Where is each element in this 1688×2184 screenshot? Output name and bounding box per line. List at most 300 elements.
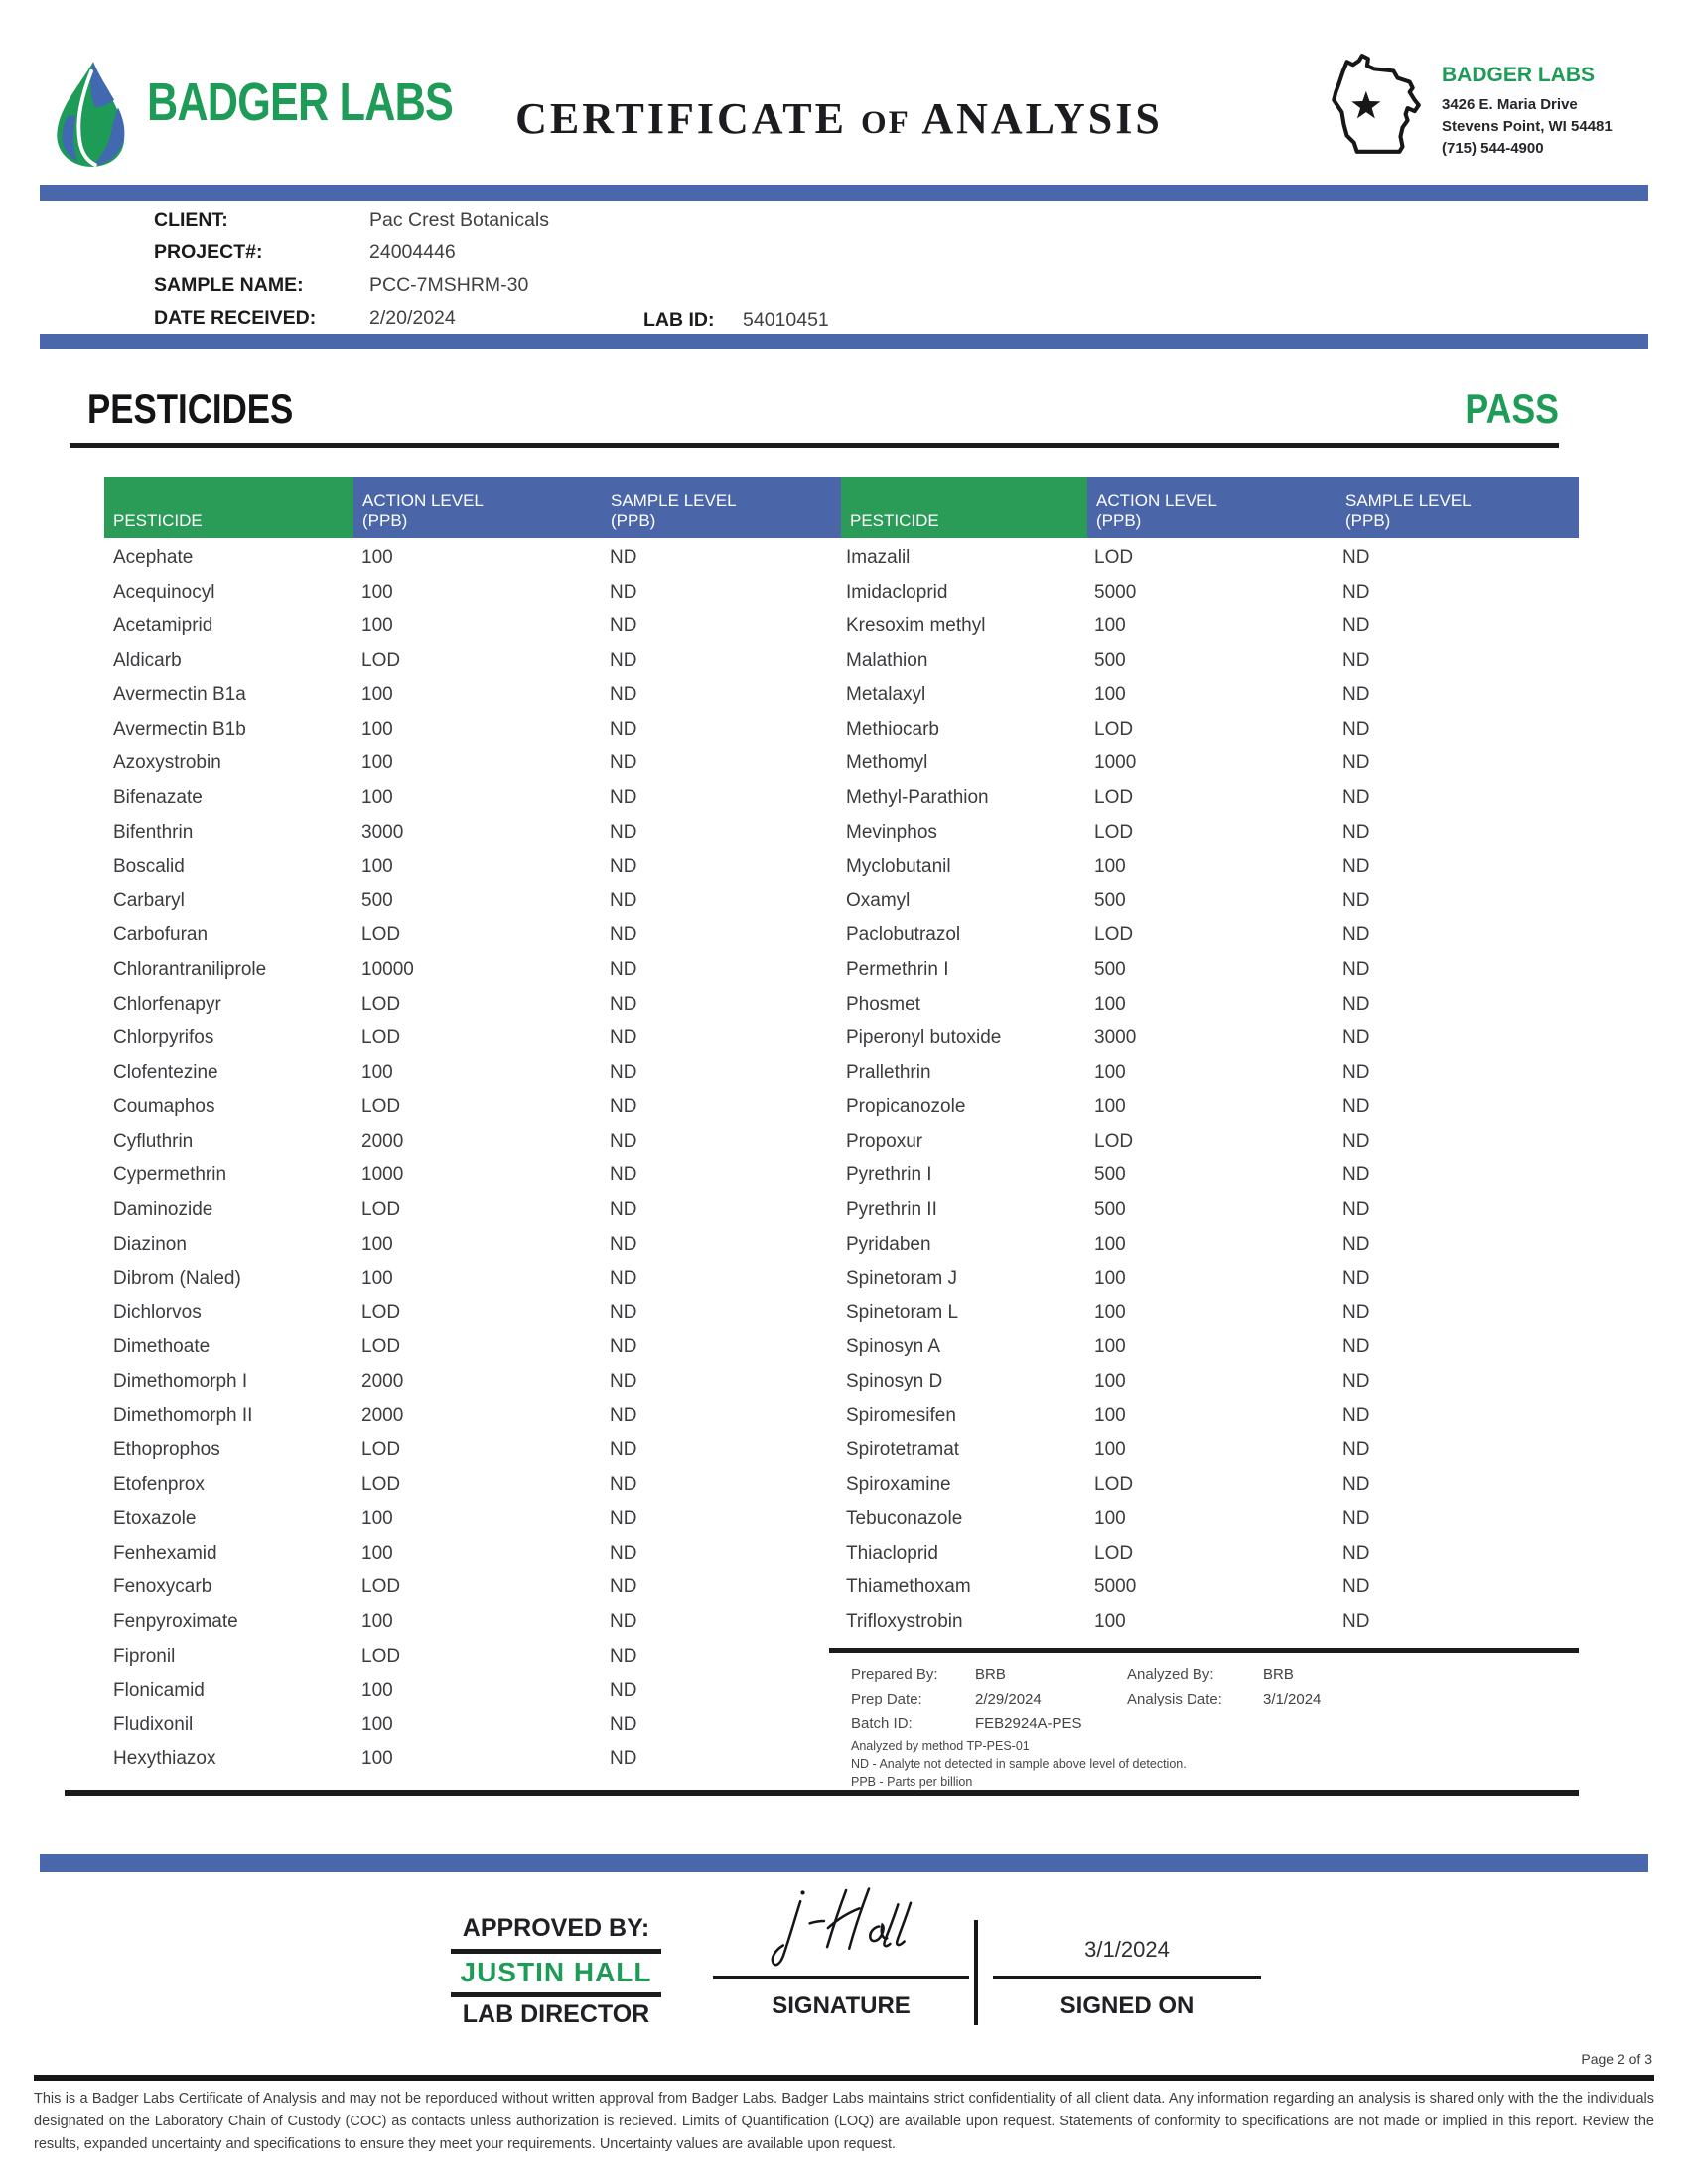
signature-image [740, 1879, 968, 1974]
table-row [113, 1297, 824, 1331]
sample-level-value: ND [1342, 1164, 1370, 1186]
table-row [846, 541, 1574, 576]
approved-by-label: APPROVED BY: [462, 1914, 650, 1942]
column-header-label: ACTION LEVEL [362, 491, 484, 510]
pesticide-name: Avermectin B1a [113, 684, 246, 706]
table-row [846, 1537, 1574, 1571]
action-level-value: 100 [1094, 1096, 1126, 1118]
lab-name: BADGER LABS [1442, 64, 1596, 86]
table-row [846, 1365, 1574, 1400]
page-number: Page 2 of 3 [1581, 2051, 1652, 2067]
table-row [846, 918, 1574, 953]
sample-level-value: ND [610, 581, 637, 603]
title-word-certificate: CERTIFICATE [515, 94, 847, 143]
action-level-value: LOD [1094, 1130, 1134, 1152]
sample-level-value: ND [610, 1096, 637, 1118]
pesticide-name: Oxamyl [846, 889, 911, 911]
table-row [113, 1365, 824, 1400]
pesticide-name: Kresoxim methyl [846, 615, 986, 637]
action-level-value: LOD [361, 1198, 401, 1220]
sample-level-value: ND [1342, 1370, 1370, 1392]
table-row [113, 1537, 824, 1571]
action-level-value: LOD [1094, 1473, 1134, 1495]
table-row [846, 1022, 1574, 1056]
sample-level-value: ND [1342, 547, 1370, 568]
action-level-value: LOD [361, 1301, 401, 1323]
action-level-value: 100 [361, 1542, 393, 1564]
pesticide-name: Bifenazate [113, 787, 203, 809]
table-row [113, 1605, 824, 1640]
signature-label: SIGNATURE [772, 1992, 911, 2019]
table-bottom-border [65, 1790, 1579, 1796]
table-row [846, 1330, 1574, 1365]
table-row [113, 678, 824, 713]
sample-level-value: ND [1342, 718, 1370, 740]
pesticide-name: Propicanozole [846, 1096, 966, 1118]
pesticide-name: Azoxystrobin [113, 752, 221, 774]
action-level-value: 100 [1094, 1301, 1126, 1323]
action-level-value: 100 [1094, 1508, 1126, 1530]
table-row [846, 1262, 1574, 1297]
pesticide-name: Fenpyroximate [113, 1610, 238, 1632]
column-header-action-level-right [1087, 477, 1336, 538]
column-header-label: SAMPLE LEVEL [1345, 491, 1472, 510]
sample-level-value: ND [610, 889, 637, 911]
table-row [113, 816, 824, 851]
pesticide-name: Trifloxystrobin [846, 1610, 963, 1632]
column-header-label: PESTICIDE [850, 511, 939, 530]
table-row [113, 850, 824, 885]
pesticide-name: Propoxur [846, 1130, 923, 1152]
badger-labs-logo-icon [44, 58, 139, 173]
sample-level-value: ND [610, 1473, 637, 1495]
action-level-value: LOD [361, 1473, 401, 1495]
pesticide-name: Etofenprox [113, 1473, 205, 1495]
pesticide-name: Spinetoram L [846, 1301, 959, 1323]
pesticide-name: Acetamiprid [113, 615, 213, 637]
table-row [113, 1433, 824, 1468]
action-level-value: 100 [1094, 684, 1126, 706]
table-row [846, 1605, 1574, 1640]
sample-level-value: ND [610, 718, 637, 740]
pesticide-name: Acephate [113, 547, 194, 568]
action-level-value: 100 [1094, 856, 1126, 878]
lab-address-line1: 3426 E. Maria Drive [1442, 96, 1578, 113]
sample-level-value: ND [610, 1301, 637, 1323]
table-row [846, 1433, 1574, 1468]
action-level-value: 500 [1094, 958, 1126, 980]
pesticide-name: Spinosyn D [846, 1370, 943, 1392]
table-row [846, 1193, 1574, 1228]
table-row [113, 713, 824, 748]
action-level-value: 100 [361, 1610, 393, 1632]
pesticide-name: Chlorantraniliprole [113, 958, 267, 980]
sample-level-value: ND [610, 615, 637, 637]
action-level-value: 100 [361, 547, 393, 568]
table-row [113, 747, 824, 781]
table-row [113, 1125, 824, 1160]
table-row [113, 918, 824, 953]
pesticide-name: Chlorpyrifos [113, 1027, 214, 1049]
project-value: 24004446 [369, 241, 456, 263]
ppb-definition-note: PPB - Parts per billion [851, 1775, 973, 1789]
sample-level-value: ND [610, 1576, 637, 1598]
column-header-unit: (PPB) [362, 511, 408, 530]
table-row [846, 1228, 1574, 1263]
footer-rule [34, 2075, 1654, 2081]
action-level-value: LOD [361, 924, 401, 946]
analysis-date-value: 3/1/2024 [1263, 1691, 1322, 1707]
action-level-value: 100 [361, 1268, 393, 1290]
table-row [113, 1262, 824, 1297]
table-row [113, 1742, 824, 1777]
sample-level-value: ND [1342, 684, 1370, 706]
table-row [113, 1228, 824, 1263]
action-level-value: LOD [1094, 787, 1134, 809]
sample-level-value: ND [1342, 1130, 1370, 1152]
pesticide-name: Paclobutrazol [846, 924, 961, 946]
action-level-value: LOD [1094, 718, 1134, 740]
sample-level-value: ND [1342, 993, 1370, 1015]
table-row [113, 1159, 824, 1193]
pesticide-name: Dimethoate [113, 1336, 211, 1358]
sample-level-value: ND [610, 958, 637, 980]
pesticide-name: Piperonyl butoxide [846, 1027, 1002, 1049]
sample-level-value: ND [1342, 1198, 1370, 1220]
signed-on-line [993, 1976, 1261, 1979]
table-row [113, 644, 824, 679]
analysis-date-label: Analysis Date: [1127, 1691, 1222, 1707]
divider-bar-top [40, 185, 1648, 201]
sample-level-value: ND [1342, 856, 1370, 878]
client-value: Pac Crest Botanicals [369, 209, 549, 231]
action-level-value: 100 [361, 1680, 393, 1702]
action-level-value: 3000 [1094, 1027, 1137, 1049]
table-row [113, 1570, 824, 1605]
sample-level-value: ND [610, 1645, 637, 1667]
table-row [113, 1502, 824, 1537]
lab-id-value: 54010451 [743, 309, 829, 331]
pesticide-name: Carbofuran [113, 924, 209, 946]
pesticide-name: Metalaxyl [846, 684, 926, 706]
sample-level-value: ND [610, 1061, 637, 1083]
pesticide-name: Pyrethrin I [846, 1164, 932, 1186]
action-level-value: 5000 [1094, 1576, 1137, 1598]
action-level-value: 100 [1094, 993, 1126, 1015]
analyzed-by-value: BRB [1263, 1666, 1294, 1683]
sample-level-value: ND [610, 752, 637, 774]
action-level-value: 100 [1094, 1439, 1126, 1461]
pesticide-table-left-column [113, 541, 824, 1777]
sample-level-value: ND [1342, 1473, 1370, 1495]
sample-level-value: ND [610, 1680, 637, 1702]
sample-level-value: ND [1342, 1096, 1370, 1118]
sample-level-value: ND [1342, 649, 1370, 671]
table-row [113, 1022, 824, 1056]
date-received-value: 2/20/2024 [369, 307, 456, 329]
table-row [846, 747, 1574, 781]
sample-level-value: ND [1342, 1268, 1370, 1290]
pesticide-name: Diazinon [113, 1233, 187, 1255]
lab-address-line2: Stevens Point, WI 54481 [1442, 118, 1613, 135]
action-level-value: 100 [361, 752, 393, 774]
action-level-value: 100 [361, 718, 393, 740]
table-row [113, 1330, 824, 1365]
sample-level-value: ND [610, 684, 637, 706]
sample-level-value: ND [1342, 615, 1370, 637]
prep-date-value: 2/29/2024 [975, 1691, 1042, 1707]
pesticide-table-right-column [846, 541, 1574, 1640]
table-row [113, 610, 824, 644]
table-row [846, 644, 1574, 679]
table-row [846, 1125, 1574, 1160]
pesticide-name: Methyl-Parathion [846, 787, 989, 809]
divider-bar-sample-info [40, 334, 1648, 349]
column-header-action-level-left [353, 477, 602, 538]
table-row [113, 1193, 824, 1228]
date-received-label: DATE RECEIVED: [154, 307, 317, 329]
lab-id-label: LAB ID: [643, 309, 715, 331]
pesticide-name: Dibrom (Naled) [113, 1268, 241, 1290]
batch-id-label: Batch ID: [851, 1715, 913, 1732]
pesticide-name: Boscalid [113, 856, 185, 878]
action-level-value: LOD [361, 993, 401, 1015]
column-header-unit: (PPB) [611, 511, 656, 530]
pesticide-name: Coumaphos [113, 1096, 215, 1118]
pesticide-name: Pyridaben [846, 1233, 931, 1255]
sample-level-value: ND [610, 1198, 637, 1220]
pass-status-badge: PASS [1465, 385, 1559, 432]
action-level-value: LOD [361, 1096, 401, 1118]
sample-level-value: ND [1342, 958, 1370, 980]
pesticide-name: Spiromesifen [846, 1405, 956, 1427]
column-header-label: SAMPLE LEVEL [611, 491, 737, 510]
prep-date-label: Prep Date: [851, 1691, 922, 1707]
action-level-value: 500 [1094, 1198, 1126, 1220]
pesticide-name: Fenhexamid [113, 1542, 217, 1564]
sample-level-value: ND [610, 1268, 637, 1290]
action-level-value: 100 [1094, 1061, 1126, 1083]
table-row [846, 678, 1574, 713]
action-level-value: LOD [361, 1645, 401, 1667]
pesticide-name: Chlorfenapyr [113, 993, 221, 1015]
action-level-value: 100 [361, 1748, 393, 1770]
sample-level-value: ND [610, 1370, 637, 1392]
table-row [846, 988, 1574, 1023]
sample-level-value: ND [610, 1027, 637, 1049]
action-level-value: 100 [1094, 1405, 1126, 1427]
table-row [846, 713, 1574, 748]
pesticide-name: Spinetoram J [846, 1268, 957, 1290]
pesticide-name: Bifenthrin [113, 821, 194, 843]
nd-definition-note: ND - Analyte not detected in sample above level of detection. [851, 1757, 1187, 1771]
table-row [846, 885, 1574, 919]
prepared-by-label: Prepared By: [851, 1666, 938, 1683]
pesticide-name: Myclobutanil [846, 856, 951, 878]
pesticide-name: Malathion [846, 649, 928, 671]
sample-level-value: ND [610, 856, 637, 878]
action-level-value: 10000 [361, 958, 414, 980]
pesticide-name: Carbaryl [113, 889, 185, 911]
action-level-value: LOD [361, 1336, 401, 1358]
sample-name-label: SAMPLE NAME: [154, 274, 304, 296]
pesticide-name: Methomyl [846, 752, 928, 774]
table-row [846, 816, 1574, 851]
action-level-value: 500 [361, 889, 393, 911]
sample-level-value: ND [610, 1508, 637, 1530]
section-underline [70, 443, 1559, 448]
table-row [846, 781, 1574, 816]
table-row [113, 1674, 824, 1708]
action-level-value: 100 [361, 1061, 393, 1083]
action-level-value: 5000 [1094, 581, 1137, 603]
pesticide-name: Methiocarb [846, 718, 939, 740]
column-header-pesticide-left [104, 477, 353, 538]
column-header-label: ACTION LEVEL [1096, 491, 1217, 510]
column-header-unit: (PPB) [1345, 511, 1391, 530]
table-row [846, 610, 1574, 644]
pesticide-name: Thiacloprid [846, 1542, 938, 1564]
table-row [846, 953, 1574, 988]
pesticide-name: Flonicamid [113, 1680, 205, 1702]
sample-level-value: ND [610, 1164, 637, 1186]
pesticide-name: Clofentezine [113, 1061, 218, 1083]
table-row [846, 1090, 1574, 1125]
pesticide-name: Permethrin I [846, 958, 949, 980]
pesticide-name: Spiroxamine [846, 1473, 951, 1495]
sample-level-value: ND [610, 787, 637, 809]
table-row [113, 1708, 824, 1743]
footer-disclaimer: This is a Badger Labs Certificate of Analysis and may not be reporduced without written approval from Badger Labs. Badger Labs maintains strict confidentiality of all client data. Any information regarding an analysis is shared only with the the individuals designated on the Laboratory Chain of Custody (COC) as contacts unless authorization is recieved. Limits of Quantification (LOQ) are available upon request. Statements of conformity to specifications are not made or implied in this report. Review the results, expanded uncertainty and specifications to ensure they meet your requirements. Uncertainty values are available upon request. [34, 2091, 1654, 2152]
action-level-value: 100 [1094, 1370, 1126, 1392]
wisconsin-map-icon [1319, 50, 1430, 161]
client-label: CLIENT: [154, 209, 228, 231]
table-row [113, 781, 824, 816]
sample-level-value: ND [1342, 889, 1370, 911]
approved-by-rule-bottom [451, 1992, 661, 1997]
table-row [113, 1468, 824, 1503]
sample-level-value: ND [1342, 787, 1370, 809]
pesticide-name: Dimethomorph I [113, 1370, 248, 1392]
analysis-details-divider [829, 1648, 1579, 1653]
table-row [113, 988, 824, 1023]
action-level-value: 1000 [361, 1164, 404, 1186]
table-row [846, 576, 1574, 611]
pesticide-name: Avermectin B1b [113, 718, 246, 740]
table-row [846, 1468, 1574, 1503]
pesticide-name: Dichlorvos [113, 1301, 202, 1323]
pesticide-name: Fenoxycarb [113, 1576, 212, 1598]
sample-level-value: ND [610, 649, 637, 671]
sample-level-value: ND [610, 1713, 637, 1735]
sample-level-value: ND [1342, 752, 1370, 774]
sample-level-value: ND [610, 1610, 637, 1632]
title-word-analysis: ANALYSIS [921, 94, 1163, 143]
action-level-value: LOD [1094, 1542, 1134, 1564]
column-header-unit: (PPB) [1096, 511, 1142, 530]
action-level-value: 500 [1094, 649, 1126, 671]
signature-line [713, 1976, 969, 1979]
pesticide-name: Daminozide [113, 1198, 213, 1220]
pesticide-name: Tebuconazole [846, 1508, 963, 1530]
signed-on-label: SIGNED ON [1059, 1992, 1195, 2019]
sample-level-value: ND [1342, 1576, 1370, 1598]
table-row [113, 1640, 824, 1675]
sample-name-value: PCC-7MSHRM-30 [369, 274, 529, 296]
column-header-label: PESTICIDE [113, 511, 203, 530]
sample-level-value: ND [1342, 1061, 1370, 1083]
approver-name: JUSTIN HALL [460, 1957, 652, 1987]
sample-level-value: ND [1342, 581, 1370, 603]
action-level-value: 100 [1094, 615, 1126, 637]
pesticide-name: Ethoprophos [113, 1439, 220, 1461]
sample-level-value: ND [610, 924, 637, 946]
action-level-value: 2000 [361, 1370, 404, 1392]
action-level-value: LOD [361, 649, 401, 671]
pesticide-name: Fipronil [113, 1645, 176, 1667]
action-level-value: 1000 [1094, 752, 1137, 774]
action-level-value: 100 [361, 787, 393, 809]
sample-level-value: ND [610, 993, 637, 1015]
sample-level-value: ND [610, 1130, 637, 1152]
title-word-of: OF [860, 105, 911, 141]
sample-level-value: ND [1342, 1542, 1370, 1564]
action-level-value: 100 [361, 1508, 393, 1530]
pesticide-name: Fludixonil [113, 1713, 194, 1735]
action-level-value: 100 [361, 684, 393, 706]
page-title [427, 93, 1251, 144]
pesticide-name: Dimethomorph II [113, 1405, 253, 1427]
pesticide-name: Thiamethoxam [846, 1576, 971, 1598]
project-label: PROJECT#: [154, 241, 263, 263]
approved-by-rule-top [451, 1949, 661, 1954]
sample-level-value: ND [1342, 1405, 1370, 1427]
action-level-value: 2000 [361, 1130, 404, 1152]
sample-level-value: ND [610, 1405, 637, 1427]
action-level-value: 100 [1094, 1233, 1126, 1255]
sample-level-value: ND [1342, 924, 1370, 946]
pesticide-name: Aldicarb [113, 649, 182, 671]
table-row [846, 1399, 1574, 1433]
action-level-value: 100 [1094, 1268, 1126, 1290]
table-row [846, 1297, 1574, 1331]
table-row [113, 885, 824, 919]
divider-bar-bottom [40, 1854, 1648, 1872]
pesticide-name: Spinosyn A [846, 1336, 941, 1358]
action-level-value: 100 [361, 1233, 393, 1255]
action-level-value: 100 [361, 856, 393, 878]
pesticide-name: Pyrethrin II [846, 1198, 937, 1220]
sample-level-value: ND [610, 821, 637, 843]
action-level-value: LOD [1094, 924, 1134, 946]
pesticide-name: Acequinocyl [113, 581, 215, 603]
sample-level-value: ND [610, 1439, 637, 1461]
action-level-value: LOD [1094, 547, 1134, 568]
table-row [113, 1090, 824, 1125]
action-level-value: 100 [361, 615, 393, 637]
sample-level-value: ND [1342, 1233, 1370, 1255]
prepared-by-value: BRB [975, 1666, 1006, 1683]
table-row [846, 1159, 1574, 1193]
pesticide-name: Spirotetramat [846, 1439, 960, 1461]
signature-date-divider [974, 1920, 978, 2025]
brand-wordmark: BADGER LABS [147, 72, 454, 132]
sample-level-value: ND [610, 1542, 637, 1564]
sample-level-value: ND [1342, 821, 1370, 843]
table-row [113, 1399, 824, 1433]
signed-on-date: 3/1/2024 [1084, 1937, 1170, 1962]
lab-phone: (715) 544-4900 [1442, 140, 1544, 157]
